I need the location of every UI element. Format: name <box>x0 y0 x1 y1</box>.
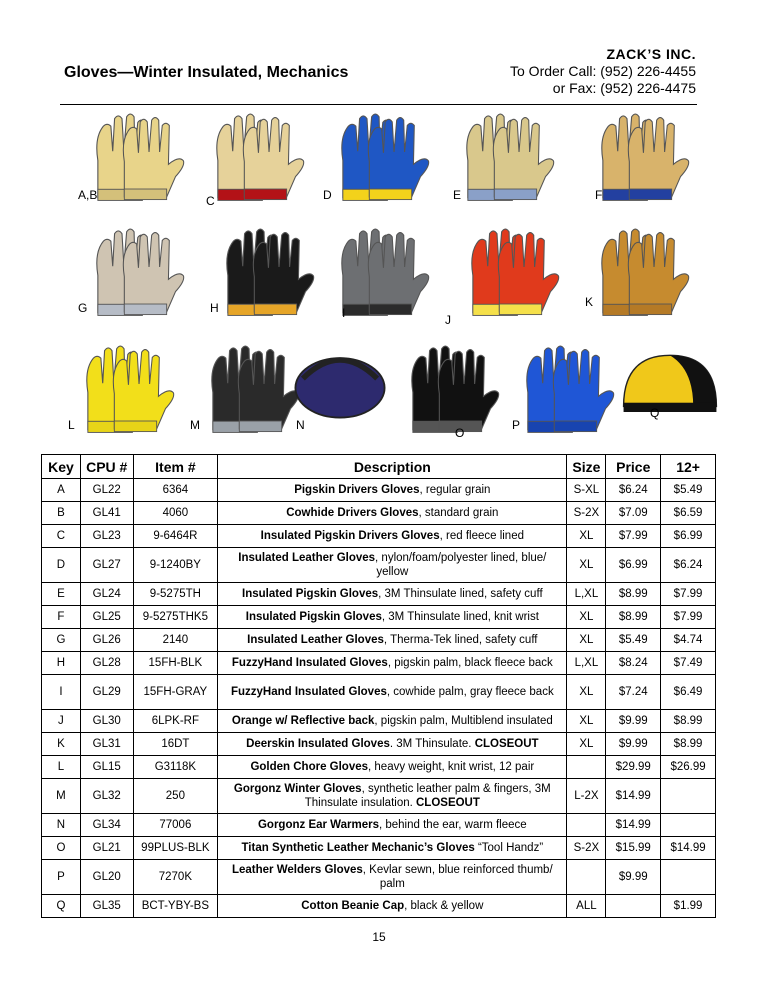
product-name: Leather Welders Gloves <box>231 864 363 876</box>
price-cell: $7.99 <box>606 525 661 548</box>
table-row <box>42 860 716 895</box>
item-cell: 77006 <box>133 814 218 837</box>
product-name: Pigskin Drivers Gloves <box>294 484 420 496</box>
bulk-price-cell <box>661 779 716 814</box>
description-cell <box>218 583 567 606</box>
product-image <box>60 340 190 445</box>
product-details: , 3M Thinsulate lined, knit wrist <box>381 611 539 623</box>
product-name: Deerskin Insulated Gloves <box>246 738 390 750</box>
item-cell: 6LPK-RF <box>133 710 218 733</box>
product-name: Insulated Pigskin Drivers Gloves <box>260 530 440 542</box>
size-cell: S-XL <box>567 479 606 502</box>
product-image <box>605 340 735 445</box>
table-row <box>42 710 716 733</box>
cpu-cell: GL29 <box>80 675 133 710</box>
table-row <box>42 895 716 918</box>
product-details: , nylon/foam/polyester lined, blue/ yellow <box>375 552 547 578</box>
order-phone: To Order Call: (952) 226-4455 <box>510 63 696 79</box>
product-name: Gorgonz Ear Warmers <box>257 819 379 831</box>
size-cell: XL <box>567 525 606 548</box>
beanie-cap-icon <box>605 340 735 445</box>
description-cell <box>218 779 567 814</box>
table-row <box>42 756 716 779</box>
item-cell: 15FH-GRAY <box>133 675 218 710</box>
item-cell: G3118K <box>133 756 218 779</box>
description-cell <box>218 895 567 918</box>
bulk-price-cell: $14.99 <box>661 837 716 860</box>
description-cell <box>218 525 567 548</box>
bulk-price-cell: $8.99 <box>661 733 716 756</box>
product-details: , red fleece lined <box>439 530 524 542</box>
product-name: Titan Synthetic Leather Mechanic’s Gloves <box>241 842 475 854</box>
size-cell <box>567 814 606 837</box>
table-row <box>42 606 716 629</box>
key-cell: L <box>42 756 81 779</box>
product-table <box>41 454 716 918</box>
table-row <box>42 814 716 837</box>
bulk-price-cell <box>661 860 716 895</box>
price-cell: $14.99 <box>606 779 661 814</box>
closeout-tag: CLOSEOUT <box>474 738 539 750</box>
col-description: Description <box>218 455 567 479</box>
table-row <box>42 779 716 814</box>
bulk-price-cell: $7.99 <box>661 583 716 606</box>
image-key-label: K <box>585 295 594 309</box>
cpu-cell: GL20 <box>80 860 133 895</box>
description-cell <box>218 814 567 837</box>
product-name: Insulated Pigskin Gloves <box>242 588 379 600</box>
product-details: , black & yellow <box>404 900 484 912</box>
price-cell: $14.99 <box>606 814 661 837</box>
image-key-label: Q <box>650 406 660 420</box>
col-item: Item # <box>133 455 218 479</box>
description-cell <box>218 675 567 710</box>
bulk-price-cell: $26.99 <box>661 756 716 779</box>
chore-glove-icon <box>60 340 190 445</box>
bulk-price-cell: $6.59 <box>661 502 716 525</box>
size-cell: L-2X <box>567 779 606 814</box>
cpu-cell: GL35 <box>80 895 133 918</box>
table-row <box>42 675 716 710</box>
cpu-cell: GL21 <box>80 837 133 860</box>
table-row <box>42 652 716 675</box>
table-row <box>42 837 716 860</box>
key-cell: J <box>42 710 81 733</box>
product-name: Orange w/ Reflective back <box>231 715 375 727</box>
product-details: , synthetic leather palm & fingers, 3M Thinsulate insulation. <box>304 783 551 809</box>
col-key: Key <box>42 455 81 479</box>
bulk-price-cell: $6.24 <box>661 548 716 583</box>
cpu-cell: GL26 <box>80 629 133 652</box>
key-cell: A <box>42 479 81 502</box>
product-details: , pigskin palm, black fleece back <box>387 657 553 669</box>
size-cell: S-2X <box>567 502 606 525</box>
key-cell: M <box>42 779 81 814</box>
product-name: Golden Chore Gloves <box>250 761 369 773</box>
cpu-cell: GL22 <box>80 479 133 502</box>
table-row <box>42 733 716 756</box>
price-cell: $6.99 <box>606 548 661 583</box>
size-cell: ALL <box>567 895 606 918</box>
price-cell: $8.99 <box>606 606 661 629</box>
key-cell: C <box>42 525 81 548</box>
key-cell: E <box>42 583 81 606</box>
description-cell <box>218 502 567 525</box>
product-image <box>385 340 515 445</box>
product-name: Insulated Leather Gloves <box>247 634 384 646</box>
price-cell: $7.09 <box>606 502 661 525</box>
item-cell: 9-5275TH <box>133 583 218 606</box>
cpu-cell: GL15 <box>80 756 133 779</box>
product-name: Insulated Pigskin Gloves <box>245 611 382 623</box>
product-details: “Tool Handz” <box>474 842 544 854</box>
bulk-price-cell: $5.49 <box>661 479 716 502</box>
description-cell <box>218 606 567 629</box>
price-cell: $29.99 <box>606 756 661 779</box>
image-key-label: E <box>453 188 462 202</box>
price-cell: $8.99 <box>606 583 661 606</box>
product-name: Cotton Beanie Cap <box>301 900 405 912</box>
description-cell <box>218 756 567 779</box>
item-cell: BCT-YBY-BS <box>133 895 218 918</box>
product-details: . 3M Thinsulate. <box>389 738 475 750</box>
product-name: FuzzyHand Insulated Gloves <box>230 686 387 698</box>
key-cell: B <box>42 502 81 525</box>
description-cell <box>218 733 567 756</box>
product-name: Insulated Leather Gloves <box>238 552 376 564</box>
description-cell <box>218 629 567 652</box>
item-cell: 7270K <box>133 860 218 895</box>
size-cell: L,XL <box>567 652 606 675</box>
price-cell: $6.24 <box>606 479 661 502</box>
description-cell <box>218 837 567 860</box>
image-key-label: M <box>190 418 200 432</box>
size-cell <box>567 860 606 895</box>
bulk-price-cell: $1.99 <box>661 895 716 918</box>
cpu-cell: GL24 <box>80 583 133 606</box>
bulk-price-cell: $6.49 <box>661 675 716 710</box>
col-cpu: CPU # <box>80 455 133 479</box>
product-details: , heavy weight, knit wrist, 12 pair <box>368 761 535 773</box>
company-contact <box>510 46 696 97</box>
item-cell: 99PLUS-BLK <box>133 837 218 860</box>
blue-yellow-work-glove-icon <box>315 108 445 213</box>
image-key-label: F <box>595 188 603 202</box>
key-cell: F <box>42 606 81 629</box>
key-cell: Q <box>42 895 81 918</box>
bulk-price-cell: $4.74 <box>661 629 716 652</box>
price-cell: $9.99 <box>606 733 661 756</box>
page-title: Gloves—Winter Insulated, Mechanics <box>64 64 349 81</box>
product-details: , Therma-Tek lined, safety cuff <box>383 634 538 646</box>
price-cell: $7.24 <box>606 675 661 710</box>
cpu-cell: GL25 <box>80 606 133 629</box>
table-row <box>42 629 716 652</box>
image-key-label: J <box>445 313 451 327</box>
size-cell: XL <box>567 710 606 733</box>
closeout-tag: CLOSEOUT <box>416 797 480 809</box>
item-cell: 9-5275THK5 <box>133 606 218 629</box>
item-cell: 250 <box>133 779 218 814</box>
product-name: FuzzyHand Insulated Gloves <box>231 657 388 669</box>
item-cell: 15FH-BLK <box>133 652 218 675</box>
price-cell <box>606 895 661 918</box>
table-row <box>42 525 716 548</box>
key-cell: G <box>42 629 81 652</box>
image-key-label: N <box>296 418 305 432</box>
price-cell: $5.49 <box>606 629 661 652</box>
size-cell: XL <box>567 733 606 756</box>
product-details: , standard grain <box>418 507 499 519</box>
bulk-price-cell <box>661 814 716 837</box>
bulk-price-cell: $6.99 <box>661 525 716 548</box>
product-name: Cowhide Drivers Gloves <box>286 507 419 519</box>
description-cell <box>218 710 567 733</box>
size-cell: L,XL <box>567 583 606 606</box>
cpu-cell: GL23 <box>80 525 133 548</box>
product-name: Gorgonz Winter Gloves <box>233 783 362 795</box>
table-row <box>42 548 716 583</box>
key-cell: I <box>42 675 81 710</box>
cpu-cell: GL41 <box>80 502 133 525</box>
table-row <box>42 502 716 525</box>
table-row <box>42 583 716 606</box>
key-cell: N <box>42 814 81 837</box>
price-cell: $9.99 <box>606 710 661 733</box>
description-cell <box>218 860 567 895</box>
size-cell: XL <box>567 606 606 629</box>
size-cell: XL <box>567 675 606 710</box>
company-name: ZACK’S INC. <box>606 46 696 62</box>
item-cell: 9-6464R <box>133 525 218 548</box>
image-key-label: A,B <box>78 188 98 202</box>
safety-cuff-glove-icon <box>70 223 200 328</box>
page-number: 15 <box>372 930 386 944</box>
product-image <box>70 223 200 328</box>
col-bulk-price: 12+ <box>661 455 716 479</box>
key-cell: P <box>42 860 81 895</box>
fuzzyhand-gray-glove-icon <box>315 223 445 328</box>
cpu-cell: GL34 <box>80 814 133 837</box>
table-header-row <box>42 455 716 479</box>
cpu-cell: GL28 <box>80 652 133 675</box>
price-cell: $8.24 <box>606 652 661 675</box>
size-cell: XL <box>567 629 606 652</box>
image-key-label: O <box>455 426 465 440</box>
product-details: , cowhide palm, gray fleece back <box>386 686 554 698</box>
image-key-label: D <box>323 188 332 202</box>
col-size: Size <box>567 455 606 479</box>
image-key-label: H <box>210 301 219 315</box>
reflective-orange-glove-icon <box>445 223 575 328</box>
product-details: , Kevlar sewn, blue reinforced thumb/ palm <box>362 864 553 890</box>
bulk-price-cell: $7.99 <box>661 606 716 629</box>
key-cell: H <box>42 652 81 675</box>
image-key-label: I <box>342 306 346 320</box>
cpu-cell: GL31 <box>80 733 133 756</box>
price-cell: $15.99 <box>606 837 661 860</box>
table-row <box>42 479 716 502</box>
size-cell <box>567 756 606 779</box>
product-details: , 3M Thinsulate lined, safety cuff <box>378 588 543 600</box>
product-image-grid <box>40 108 720 448</box>
product-details: , regular grain <box>419 484 491 496</box>
description-cell <box>218 548 567 583</box>
col-price: Price <box>606 455 661 479</box>
deerskin-glove-icon <box>575 223 705 328</box>
bulk-price-cell: $8.99 <box>661 710 716 733</box>
product-image <box>445 223 575 328</box>
bulk-price-cell: $7.49 <box>661 652 716 675</box>
image-key-label: L <box>68 418 75 432</box>
size-cell: XL <box>567 548 606 583</box>
product-image <box>315 108 445 213</box>
product-details: , pigskin palm, Multiblend insulated <box>374 715 553 727</box>
header-divider <box>60 104 697 105</box>
fax-number: or Fax: (952) 226-4475 <box>552 80 696 96</box>
description-cell <box>218 479 567 502</box>
image-key-label: G <box>78 301 88 315</box>
item-cell: 9-1240BY <box>133 548 218 583</box>
product-image <box>575 223 705 328</box>
product-image <box>200 223 330 328</box>
product-image <box>315 223 445 328</box>
size-cell: S-2X <box>567 837 606 860</box>
item-cell: 16DT <box>133 733 218 756</box>
product-details: , behind the ear, warm fleece <box>378 819 527 831</box>
image-key-label: P <box>512 418 521 432</box>
key-cell: D <box>42 548 81 583</box>
item-cell: 6364 <box>133 479 218 502</box>
fuzzyhand-black-glove-icon <box>200 223 330 328</box>
key-cell: O <box>42 837 81 860</box>
cpu-cell: GL32 <box>80 779 133 814</box>
mechanic-glove-icon <box>385 340 515 445</box>
price-cell: $9.99 <box>606 860 661 895</box>
item-cell: 2140 <box>133 629 218 652</box>
description-cell <box>218 652 567 675</box>
image-key-label: C <box>206 194 215 208</box>
key-cell: K <box>42 733 81 756</box>
item-cell: 4060 <box>133 502 218 525</box>
cpu-cell: GL27 <box>80 548 133 583</box>
cpu-cell: GL30 <box>80 710 133 733</box>
